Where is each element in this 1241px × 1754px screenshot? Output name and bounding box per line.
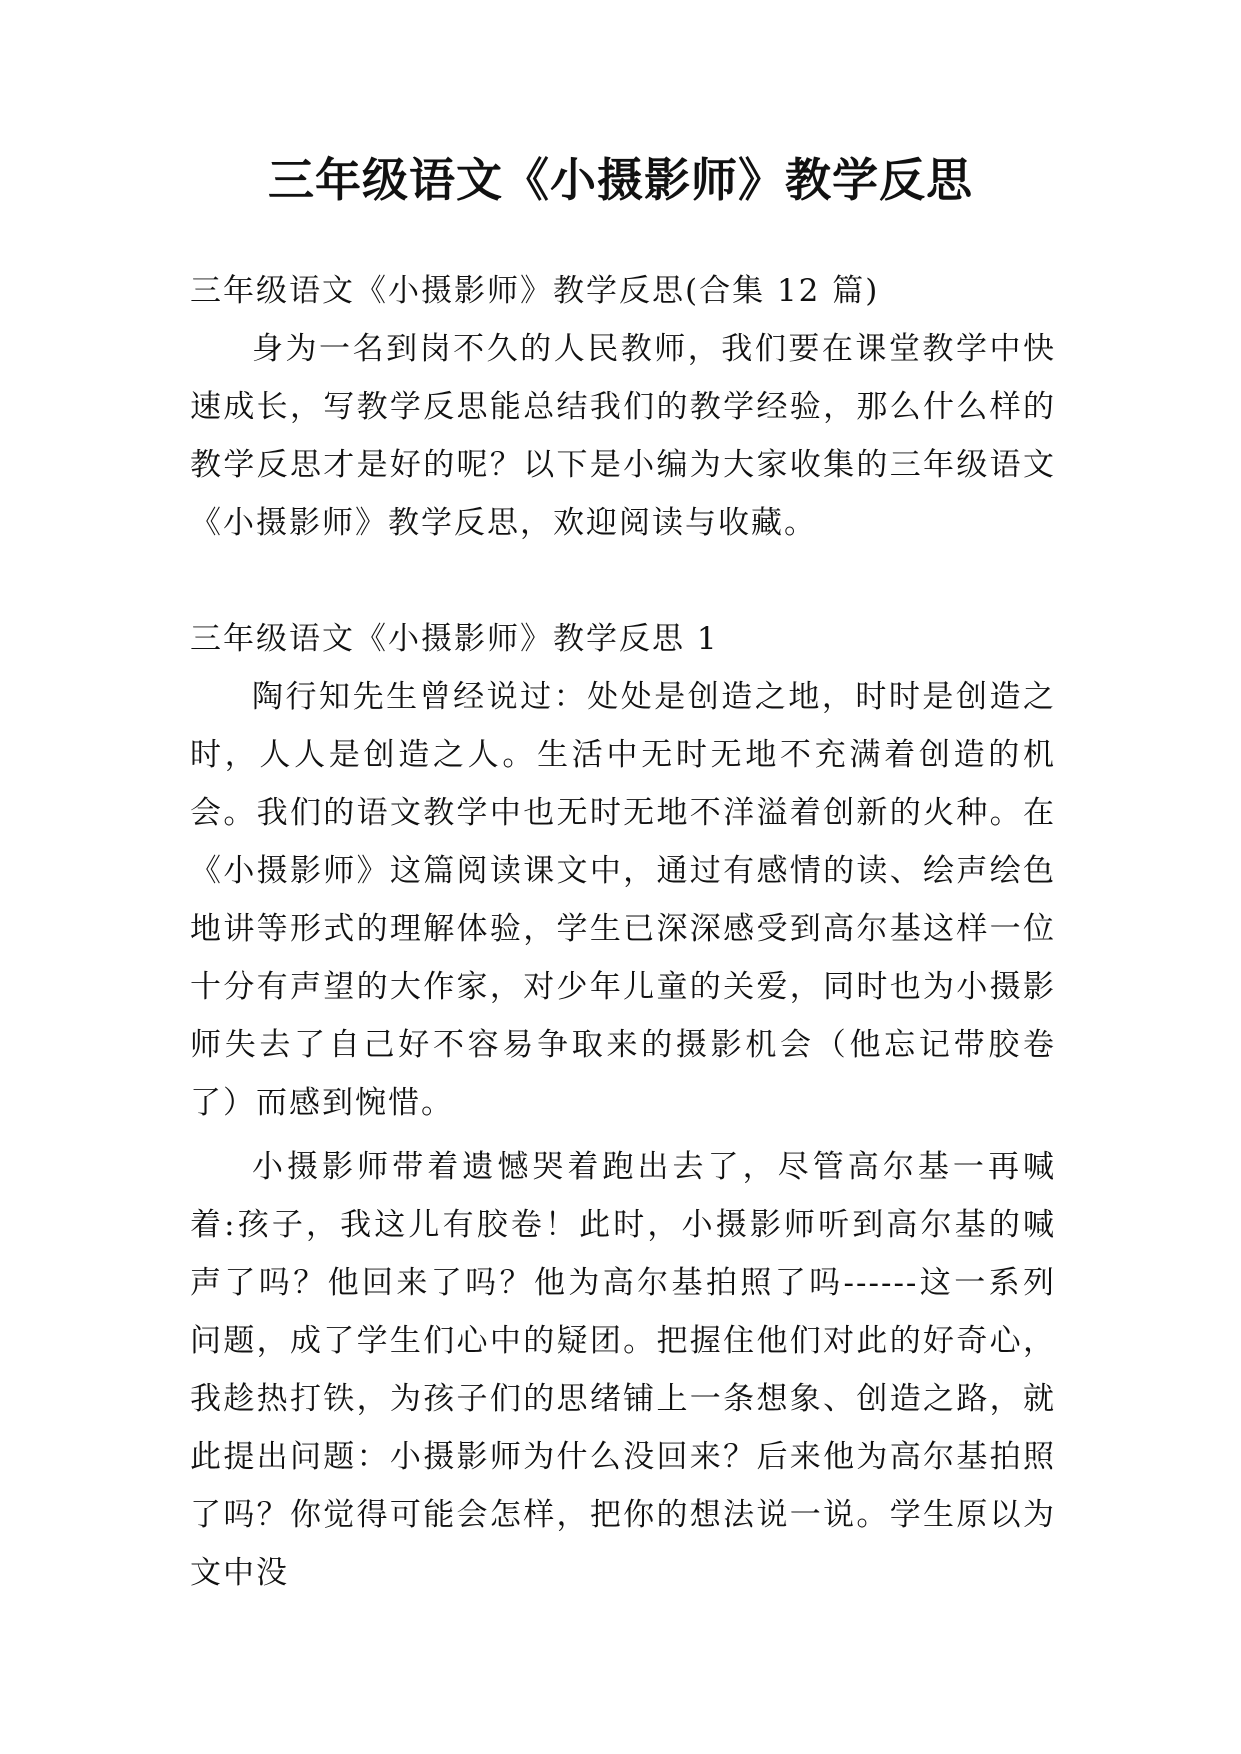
section-1-paragraph-2: 小摄影师带着遗憾哭着跑出去了，尽管高尔基一再喊着:孩子，我这儿有胶卷！此时，小摄影师听到高尔基的喊声了吗？他回来了吗？他为高尔基拍照了吗------这一系列问题，成了学生们心中的疑团。把握住他们对此的好奇心，我趁热打铁，为孩子们的思绪铺上一条想象、创造之路，就此提出问题：小摄影师为什么没回来？后来他为高尔基拍照了吗？你觉得可能会怎样，把你的想法说一说。学生原以为文中没: [190, 1149, 1056, 1591]
document-subtitle: 三年级语文《小摄影师》教学反思(合集 12 篇): [190, 273, 880, 309]
document-body: [190, 262, 1056, 1602]
section-1-paragraph-1: 陶行知先生曾经说过：处处是创造之地，时时是创造之时，人人是创造之人。生活中无时无地不充满着创造的机会。我们的语文教学中也无时无地不洋溢着创新的火种。在《小摄影师》这篇阅读课文中，通过有感情的读、绘声绘色地讲等形式的理解体验，学生已深深感受到高尔基这样一位十分有声望的大作家，对少年儿童的关爱，同时也为小摄影师失去了自己好不容易争取来的摄影机会（他忘记带胶卷了）而感到惋惜。: [190, 679, 1056, 1121]
section-heading-1: 三年级语文《小摄影师》教学反思 1: [190, 621, 719, 657]
intro-paragraph: 身为一名到岗不久的人民教师，我们要在课堂教学中快速成长，写教学反思能总结我们的教学经验，那么什么样的教学反思才是好的呢？以下是小编为大家收集的三年级语文《小摄影师》教学反思，欢迎阅读与收藏。: [190, 331, 1056, 541]
document-title: 三年级语文《小摄影师》教学反思: [268, 153, 973, 207]
